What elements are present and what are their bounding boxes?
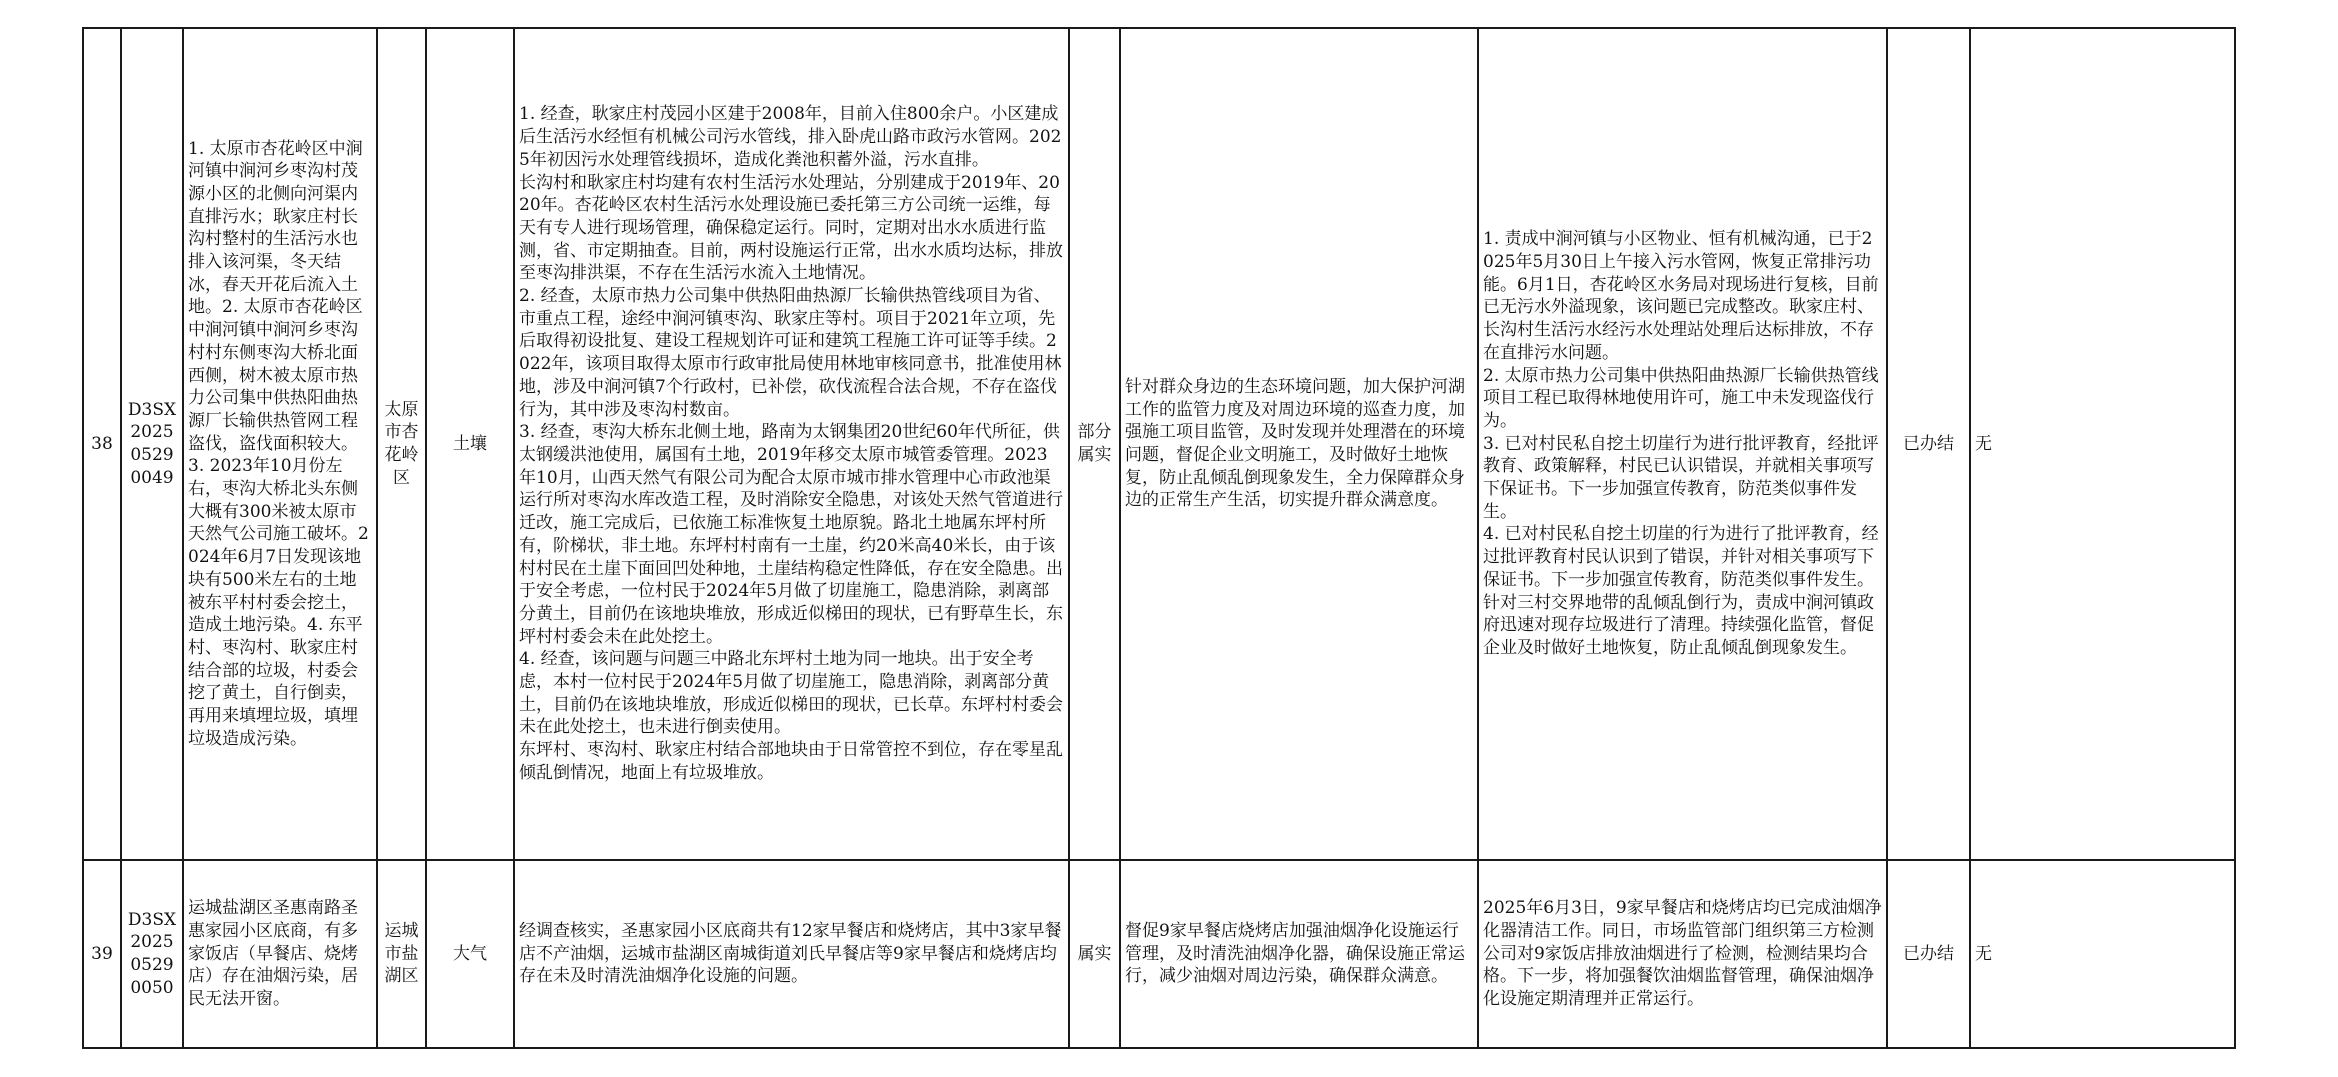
- rectification-progress: [1478, 860, 1887, 1048]
- accountability: 无: [1970, 860, 2235, 1048]
- region: 太原市杏花岭区: [377, 28, 426, 860]
- row-number: 39: [83, 860, 121, 1048]
- progress-paragraph: 2025年6月3日，9家早餐店和烧烤店均已完成油烟净化器清洁工作。同日，市场监管部门组织第三方检测公司对9家饭店排放油烟进行了检测，检测结果均合格。下一步，将加强餐饮油烟监督管理，确保油烟净化设施定期清理并正常运行。: [1483, 898, 1882, 1010]
- row-number: 38: [83, 28, 121, 860]
- verdict: 部分属实: [1069, 28, 1120, 860]
- complaint-item: 1. 太原市杏花岭区中涧河镇中涧河乡枣沟村茂源小区的北侧向河渠内直排污水；耿家庄村长沟村整村的生活污水也排入该河渠，冬天结冰，春天开花后流入土地。2. 太原市杏花岭区中涧河镇中涧河乡枣沟村村东侧枣沟大桥北面西侧，树木被太原市热力公司集中供热阳曲热源厂长输供热管网工程盗伐，盗伐面积较大。: [188, 138, 363, 454]
- pollution-type: 土壤: [426, 28, 514, 860]
- progress-paragraph: 2. 太原市热力公司集中供热阳曲热源厂长输供热管线项目工程已取得林地使用许可，施工中未发现盗伐行为。: [1483, 365, 1879, 431]
- complaint-content: [183, 28, 377, 860]
- progress-paragraph: 3. 已对村民私自挖土切崖行为进行批评教育，经批评教育、政策解释，村民已认识错误，并就相关事项写下保证书。下一步加强宣传教育，防范类似事件发生。: [1483, 433, 1879, 522]
- rectification-measures: 督促9家早餐店烧烤店加强油烟净化设施运行管理，及时清洗油烟净化器，确保设施正常运行，减少油烟对周边污染，确保群众满意。: [1120, 860, 1478, 1048]
- case-id: D3SX20250529 0050: [121, 860, 183, 1048]
- investigation-paragraph: 3. 经查，枣沟大桥东北侧土地，路南为太钢集团20世纪60年代所征，供太钢缓洪池使用，属国有土地，2019年移交太原市城管委管理。2023年10月，山西天然气有限公司为配合太原市城市排水管理中心市政池渠运行所对枣沟水库改造工程，及时消除安全隐患，对该处天然气管道进行迁改，施工完成后，已依施工标准恢复土地原貌。路北土地属东坪村所有，阶梯状，非土地。东坪村村南有一土崖，约20米高40米长，由于该村村民在土崖下面回凹处种地，土崖结构稳定性降低，存在安全隐患。出于安全考虑，一位村民于2024年5月做了切崖施工，隐患消除，剥离部分黄土，目前仍在该地块堆放，形成近似梯田的现状，已有野草生长，东坪村村委会未在此处挖土。: [519, 422, 1063, 647]
- completion-status: 已办结: [1887, 860, 1970, 1048]
- rectification-progress: [1478, 28, 1887, 860]
- investigation-paragraph: 东坪村、枣沟村、耿家庄村结合部地块由于日常管控不到位，存在零星乱倾乱倒情况，地面上有垃圾堆放。: [519, 740, 1063, 783]
- investigation-paragraph: 4. 经查，该问题与问题三中路北东坪村土地为同一地块。出于安全考虑，本村一位村民于2024年5月做了切崖施工，隐患消除，剥离部分黄土，目前仍在该地块堆放，形成近似梯田的现状，已长草。东坪村村委会未在此处挖土，也未进行倒卖使用。: [519, 649, 1063, 738]
- verdict: 属实: [1069, 860, 1120, 1048]
- progress-paragraph: 1. 责成中涧河镇与小区物业、恒有机械沟通，已于2025年5月30日上午接入污水管网，恢复正常排污功能。6月1日，杏花岭区水务局对现场进行复核，目前已无污水外溢现象，该问题已完成整改。耿家庄村、长沟村生活污水经污水处理站处理后达标排放，不存在直排污水问题。: [1483, 229, 1879, 363]
- region: 运城市盐湖区: [377, 860, 426, 1048]
- progress-paragraph: 4. 已对村民私自挖土切崖的行为进行了批评教育，经过批评教育村民认识到了错误，并针对相关事项写下保证书。下一步加强宣传教育，防范类似事件发生。: [1483, 524, 1879, 590]
- investigation-paragraph: 经调查核实，圣惠家园小区底商共有12家早餐店和烧烤店，其中3家早餐店不产油烟，运城市盐湖区南城街道刘氏早餐店等9家早餐店和烧烤店均存在未及时清洗油烟净化设施的问题。: [519, 920, 1062, 987]
- case-table: [82, 27, 2236, 1049]
- complaint-content: [183, 860, 377, 1048]
- complaint-item: 3. 2023年10月份左右，枣沟大桥北头东侧大概有300米被太原市天然气公司施工破坏。2024年6月7日发现该地块有500米左右的土地被东平村村委会挖土，造成土地污染。4. 东平村、枣沟村、耿家庄村结合部的垃圾，村委会挖了黄土，自行倒卖，再用来填埋垃圾，填埋垃圾造成污染。: [188, 456, 369, 749]
- complaint-item: 运城盐湖区圣惠南路圣惠家园小区底商，有多家饭店（早餐店、烧烤店）存在油烟污染，居民无法开窗。: [188, 898, 358, 1010]
- table-row: [83, 860, 2235, 1048]
- investigation-result: [514, 28, 1069, 860]
- table-row: [83, 28, 2235, 860]
- accountability: 无: [1970, 28, 2235, 860]
- investigation-result: [514, 860, 1069, 1048]
- investigation-paragraph: 1. 经查，耿家庄村茂园小区建于2008年，目前入住800余户。小区建成后生活污水经恒有机械公司污水管线，排入卧虎山路市政污水管网。2025年初因污水处理管线损坏，造成化粪池积蓄外溢，污水直排。: [519, 104, 1062, 170]
- investigation-paragraph: 长沟村和耿家庄村均建有农村生活污水处理站，分别建成于2019年、2020年。杏花岭区农村生活污水处理设施已委托第三方公司统一运维，每天有专人进行现场管理，确保稳定运行。同时，定期对出水水质进行监测，省、市定期抽查。目前，两村设施运行正常，出水水质均达标，排放至枣沟排洪渠，不存在生活污水流入土地情况。: [519, 172, 1063, 284]
- case-id: D3SX20250529 0049: [121, 28, 183, 860]
- pollution-type: 大气: [426, 860, 514, 1048]
- completion-status: 已办结: [1887, 28, 1970, 860]
- investigation-paragraph: 2. 经查，太原市热力公司集中供热阳曲热源厂长输供热管线项目为省、市重点工程，途经中涧河镇枣沟、耿家庄等村。项目于2021年立项，先后取得初设批复、建设工程规划许可证和建筑工程施工许可证等手续。2022年，该项目取得太原市行政审批局使用林地审核同意书，批准使用林地，涉及中涧河镇7个行政村，已补偿，砍伐流程合法合规，不存在盗伐行为，其中涉及枣沟村数亩。: [519, 286, 1062, 420]
- progress-paragraph: 针对三村交界地带的乱倾乱倒行为，责成中涧河镇政府迅速对现存垃圾进行了清理。持续强化监管，督促企业及时做好土地恢复，防止乱倾乱倒现象发生。: [1483, 592, 1874, 658]
- rectification-measures: 针对群众身边的生态环境问题，加大保护河湖工作的监管力度及对周边环境的巡查力度，加强施工项目监管，及时发现并处理潜在的环境问题，督促企业文明施工，及时做好土地恢复，防止乱倾乱倒现象发生，全力保障群众身边的正常生产生活，切实提升群众满意度。: [1120, 28, 1478, 860]
